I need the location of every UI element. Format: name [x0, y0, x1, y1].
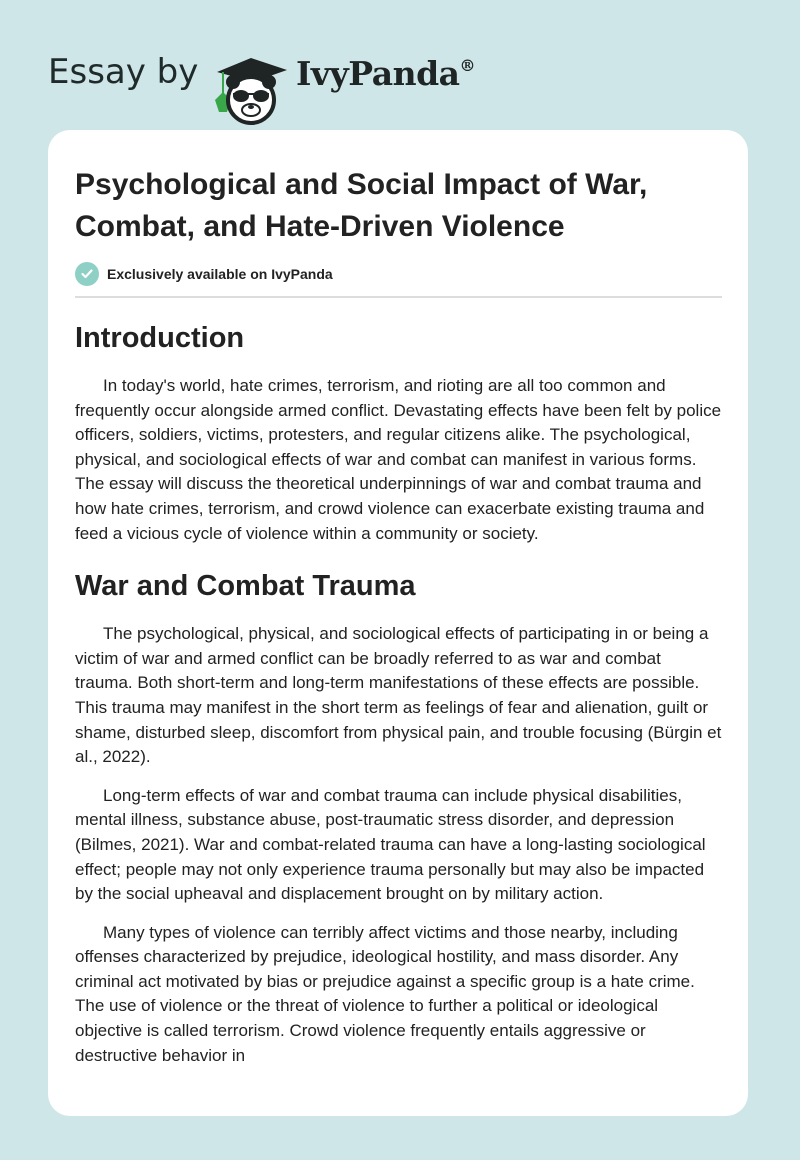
paragraph: Long-term effects of war and combat trauma can include physical disabilities, mental illness, substance abuse, post-traumatic stress disorder, and depression (Bilmes, 2021). War and combat-related trauma can have a long-lasting sociological effect; people may not only experience trauma personally but may also be impacted by the social upheaval and displacement brought on by military action. — [75, 785, 706, 904]
panda-graduation-cap-icon — [203, 56, 291, 126]
section-heading-war-and-combat-trauma: War and Combat Trauma — [75, 570, 416, 603]
essay-by-label: Essay by — [48, 52, 199, 92]
section-heading-introduction: Introduction — [75, 322, 245, 354]
exclusive-badge — [75, 262, 722, 286]
exclusive-label: Exclusively available on IvyPanda — [107, 266, 333, 282]
paragraph: Many types of violence can terribly affect victims and those nearby, including offenses characterized by prejudice, ideological hostility, and mass disorder. Any criminal act motivated by bias or prejudice against a specific group is a hate crime. The use of violence or the threat of violence to further a political or ideological objective is called terrorism. Crowd violence frequently entails aggressive or destructive behavior in — [75, 922, 695, 1065]
essay-card — [48, 130, 748, 1116]
divider — [75, 296, 722, 298]
paragraph: In today's world, hate crimes, terrorism, and rioting are all too common and frequently occur alongside armed conflict. Devastating effects have been felt by police officers, soldiers, victims, protesters, and regular citizens alike. The psychological, physical, and sociological effects of war and combat can manifest in various forms. The essay will discuss the theoretical underpinnings of war and combat trauma and how hate crimes, terrorism, and crowd violence can exacerbate existing trauma and feed a vicious cycle of violence within a community or society. — [75, 376, 722, 543]
essay-title: Psychological and Social Impact of War, Combat, and Hate-Driven Violence — [75, 168, 648, 243]
paragraph: The psychological, physical, and sociological effects of participating in or being a victim of war and armed conflict can be broadly referred to as war and combat trauma. Both short-term and long-term manifestations of these effects are possible. This trauma may manifest in the short term as feelings of fear and alienation, guilt or shame, disturbed sleep, discomfort from physical pain, and trouble focusing (Bürgin et al., 2022). — [75, 624, 722, 767]
site-header — [0, 20, 800, 120]
brand-logo-text: IvyPanda® — [296, 54, 476, 93]
check-circle-icon — [75, 262, 99, 286]
